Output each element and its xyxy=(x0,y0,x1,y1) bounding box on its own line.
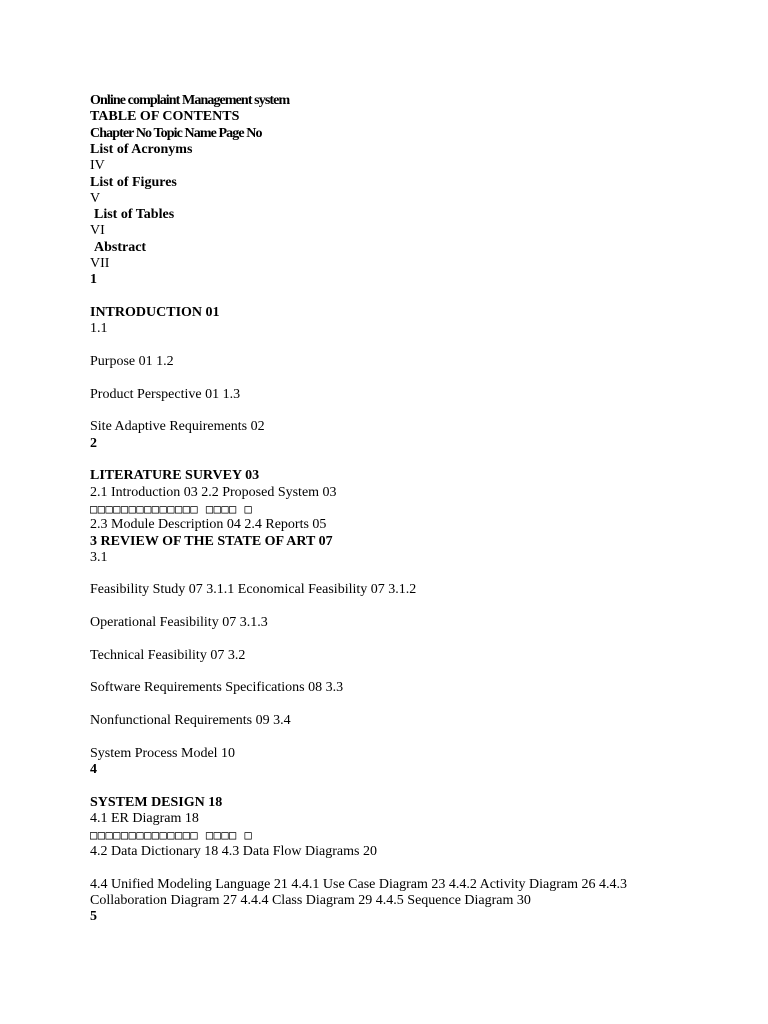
toc-line: Technical Feasibility 07 3.2 xyxy=(90,648,246,663)
toc-entry-acronyms: List of Acronyms xyxy=(90,142,193,157)
toc-line: Nonfunctional Requirements 09 3.4 xyxy=(90,713,291,728)
toc-line: 3.1 xyxy=(90,550,108,565)
toc-line: 2.3 Module Description 04 2.4 Reports 05 xyxy=(90,517,327,532)
chapter-title-review: 3 REVIEW OF THE STATE OF ART 07 xyxy=(90,534,333,549)
toc-line: 2.1 Introduction 03 2.2 Proposed System 03 xyxy=(90,485,337,500)
toc-entry-figures: List of Figures xyxy=(90,175,177,190)
chapter-number-5: 5 xyxy=(90,909,97,924)
chapter-title-literature-survey: LITERATURE SURVEY 03 xyxy=(90,468,260,483)
toc-line: 1.1 xyxy=(90,321,108,336)
toc-line: System Process Model 10 xyxy=(90,746,236,761)
toc-page-acronyms: IV xyxy=(90,158,105,173)
toc-line: Purpose 01 1.2 xyxy=(90,354,174,369)
toc-entry-tables: List of Tables xyxy=(94,207,175,222)
chapter-title-system-design: SYSTEM DESIGN 18 xyxy=(90,795,223,810)
toc-line: 4.4 Unified Modeling Language 21 4.4.1 Use Case Diagram 23 4.4.2 Activity Diagram 26 4.4.3 xyxy=(90,877,627,892)
toc-line: Collaboration Diagram 27 4.4.4 Class Diagram 29 4.4.5 Sequence Diagram 30 xyxy=(90,893,531,908)
chapter-title-introduction: INTRODUCTION 01 xyxy=(90,305,220,320)
toc-line: Product Perspective 01 1.3 xyxy=(90,387,241,402)
toc-line: Operational Feasibility 07 3.1.3 xyxy=(90,615,268,630)
toc-page-figures: V xyxy=(90,191,101,206)
toc-line: Site Adaptive Requirements 02 xyxy=(90,419,265,434)
document-title: Online complaint Management system xyxy=(90,93,290,108)
toc-column-headers: Chapter No Topic Name Page No xyxy=(90,126,262,141)
chapter-number-1: 1 xyxy=(90,272,97,287)
chapter-number-2: 2 xyxy=(90,436,97,451)
toc-heading: TABLE OF CONTENTS xyxy=(90,109,240,124)
toc-line: Software Requirements Specifications 08 3.3 xyxy=(90,680,344,695)
toc-line: Feasibility Study 07 3.1.1 Economical Feasibility 07 3.1.2 xyxy=(90,582,417,597)
garbled-text-line: □□□□□□□□□□□□□□ □□□□ □ xyxy=(90,828,253,842)
toc-page-tables: VI xyxy=(90,223,105,238)
toc-line: 4.2 Data Dictionary 18 4.3 Data Flow Diagrams 20 xyxy=(90,844,377,859)
toc-line: 4.1 ER Diagram 18 xyxy=(90,811,199,826)
garbled-text-line: □□□□□□□□□□□□□□ □□□□ □ xyxy=(90,502,253,516)
toc-entry-abstract: Abstract xyxy=(94,240,147,255)
toc-page-abstract: VII xyxy=(90,256,110,271)
chapter-number-4: 4 xyxy=(90,762,97,777)
